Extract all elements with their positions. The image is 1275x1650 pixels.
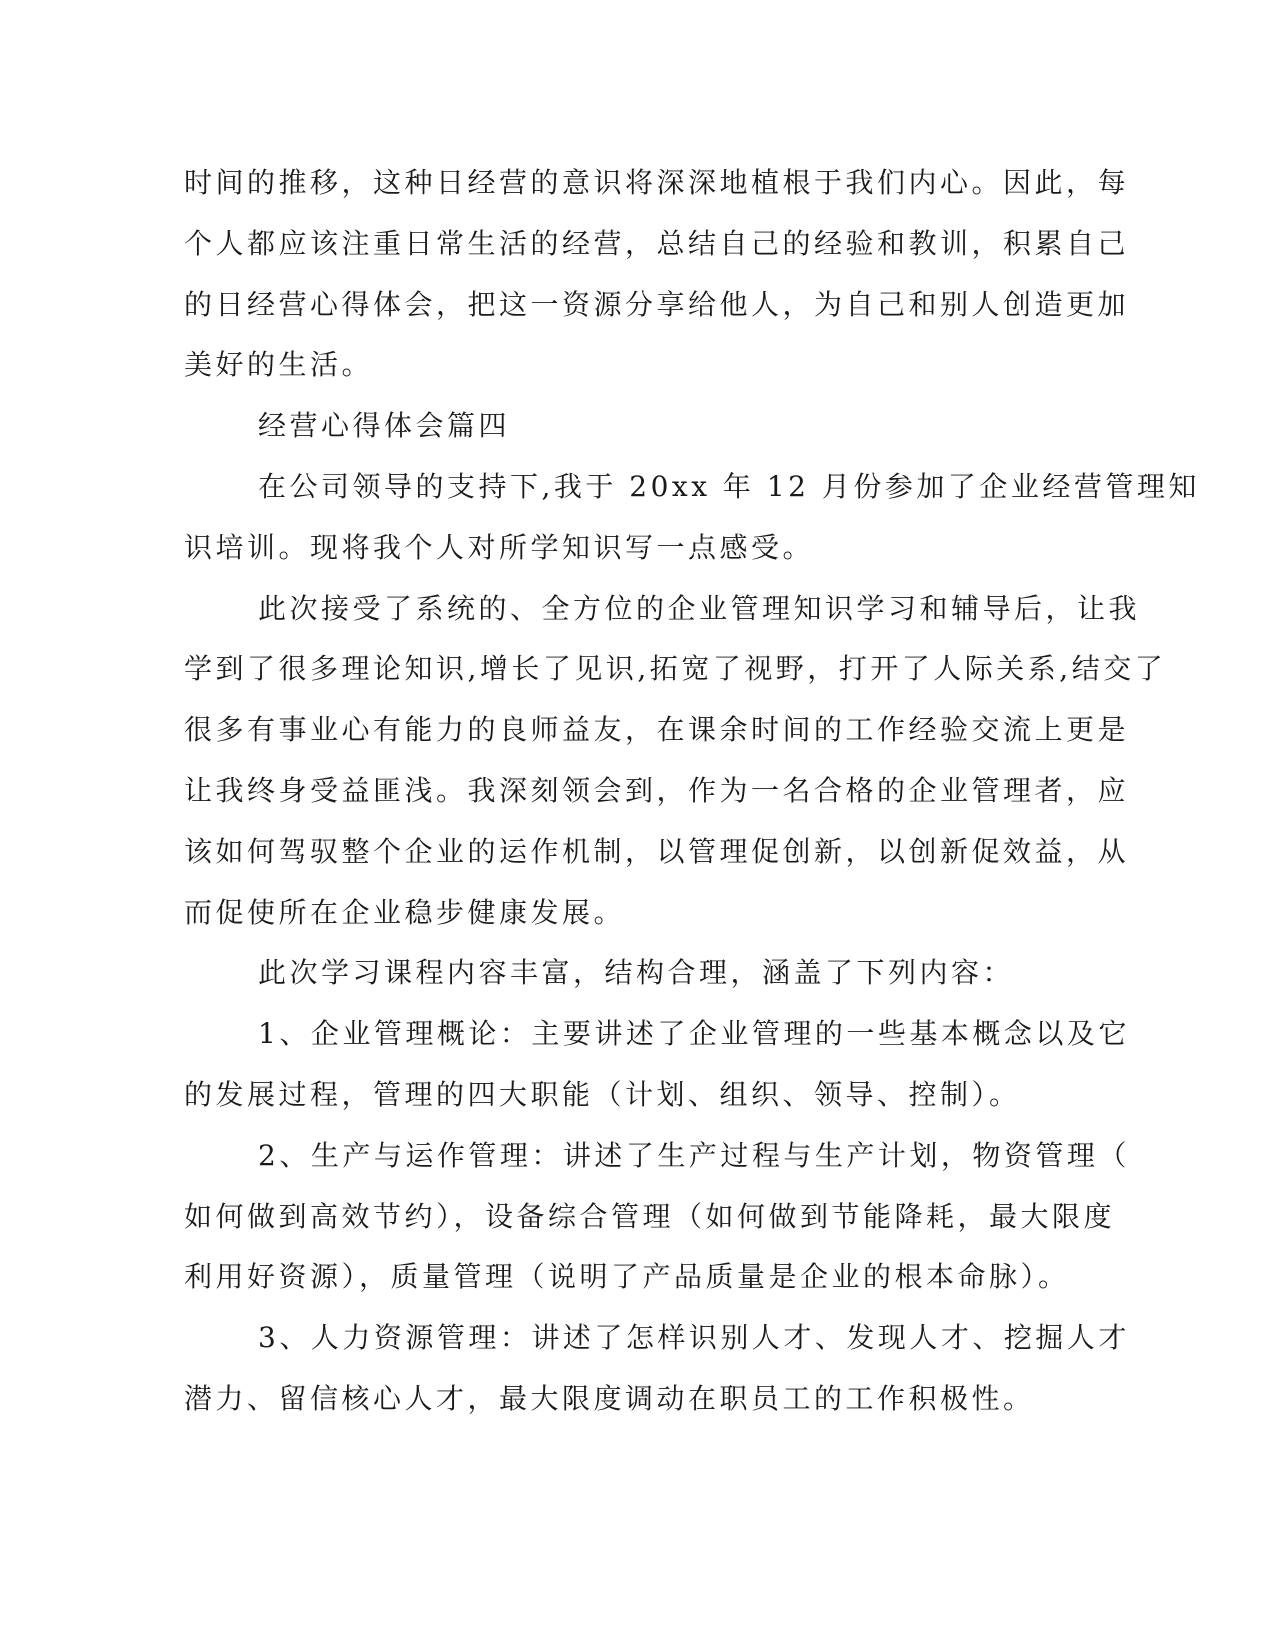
text-line: 如何做到高效节约），设备综合管理（如何做到节能降耗，最大限度 <box>184 1199 1116 1233</box>
text-line: 在公司领导的支持下,我于 20xx 年 12 月份参加了企业经营管理知 <box>258 469 1200 503</box>
text-line: 学到了很多理论知识,增长了见识,拓宽了视野，打开了人际关系,结交了 <box>184 652 1167 686</box>
text-line: 时间的推移，这种日经营的意识将深深地植根于我们内心。因此，每 <box>184 166 1130 199</box>
text-line: 1、企业管理概论：主要讲述了企业管理的一些基本概念以及它 <box>258 1017 1130 1051</box>
text-line: 的日经营心得体会，把这一资源分享给他人，为自己和别人创造更加 <box>184 287 1130 321</box>
text-line: 该如何驾驭整个企业的运作机制，以管理促创新，以创新促效益，从 <box>184 834 1130 868</box>
text-line: 的发展过程，管理的四大职能（计划、组织、领导、控制）。 <box>184 1077 1021 1111</box>
text-line: 让我终身受益匪浅。我深刻领会到，作为一名合格的企业管理者，应 <box>184 773 1130 807</box>
document-body <box>184 158 1200 1435</box>
text-line: 识培训。现将我个人对所学知识写一点感受。 <box>184 530 815 564</box>
text-line: 个人都应该注重日常生活的经营，总结自己的经验和教训，积累自己 <box>184 226 1130 260</box>
text-line: 2、生产与运作管理：讲述了生产过程与生产计划，物资管理（ <box>258 1138 1130 1172</box>
section-heading: 经营心得体会篇四 <box>258 409 511 443</box>
text-line: 而促使所在企业稳步健康发展。 <box>184 895 626 929</box>
text-line: 潜力、留信核心人才，最大限度调动在职员工的工作积极性。 <box>184 1381 1035 1415</box>
text-line: 很多有事业心有能力的良师益友，在课余时间的工作经验交流上更是 <box>184 713 1130 747</box>
text-line: 利用好资源），质量管理（说明了产品质量是企业的根本命脉）。 <box>184 1260 1070 1294</box>
text-line: 此次接受了系统的、全方位的企业管理知识学习和辅导后，让我 <box>258 591 1141 625</box>
text-line: 此次学习课程内容丰富，结构合理，涵盖了下列内容： <box>258 956 1015 990</box>
text-line: 美好的生活。 <box>184 348 374 382</box>
text-line: 3、人力资源管理：讲述了怎样识别人才、发现人才、挖掘人才 <box>258 1321 1130 1355</box>
